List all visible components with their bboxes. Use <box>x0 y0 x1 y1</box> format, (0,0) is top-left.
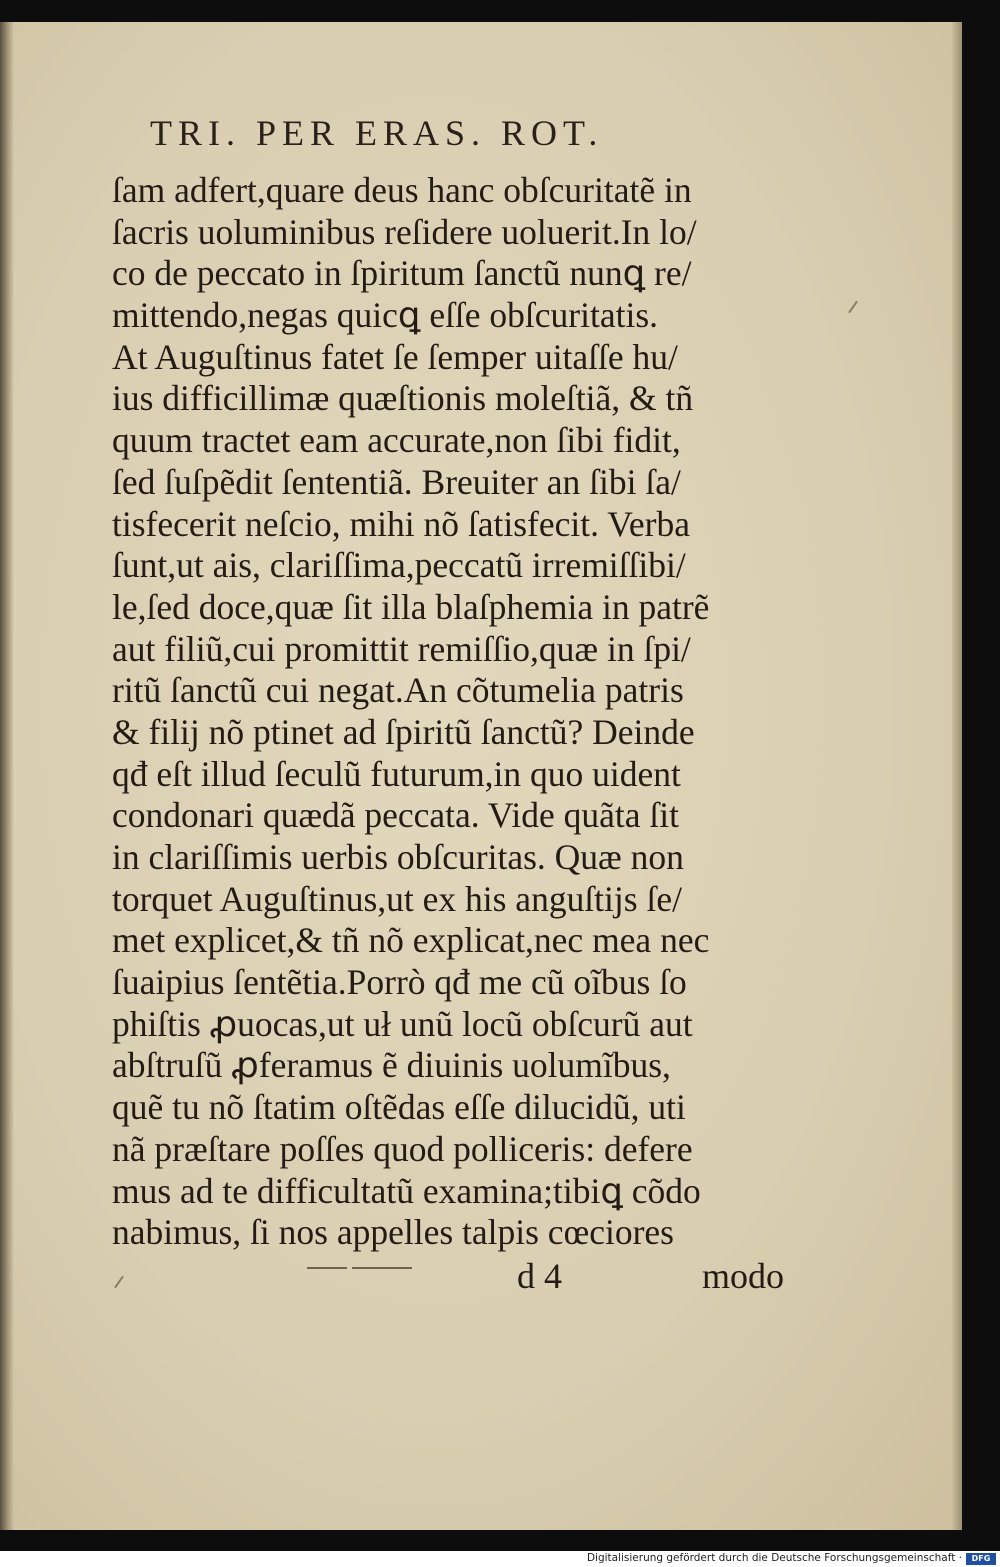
page-gutter-shadow <box>0 22 14 1530</box>
text-line: mus ad te difficultatũ examina;tibiꝗ cõdo <box>112 1170 701 1211</box>
text-line: nabimus, ſi nos appelles talpis cœciores <box>112 1212 674 1253</box>
text-line: in clariſſimis uerbis obſcuritas. Quæ non <box>112 837 684 877</box>
text-line: ſuaipius ſentẽtia.Porrò qđ me cũ oĩbus ſo <box>112 962 687 1003</box>
body-text <box>112 170 812 1254</box>
text-line: ſacris uoluminibus reſidere uoluerit.In lo/ <box>112 211 697 252</box>
dfg-logo-icon: DFG <box>966 1553 996 1565</box>
text-line: met explicet,& tñ nõ explicat,nec mea nec <box>112 920 710 961</box>
signature-mark: d 4 <box>517 1256 562 1296</box>
text-line: aut filiũ,cui promittit remiſſio,quæ in ſpi/ <box>112 628 691 669</box>
text-line: quẽ tu nõ ſtatim oſtẽdas eſſe dilucidũ, uti <box>112 1087 686 1128</box>
text-line: ius difficillimæ quæſtionis moleſtiã, & tñ <box>112 378 694 419</box>
text-line: ſam adfert,quare deus hanc obſcuritatẽ in <box>112 170 692 210</box>
credit-text: Digitalisierung gefördert durch die Deutsche Forschungsgemeinschaft · <box>586 1552 962 1564</box>
text-line: phiſtis ꝓuocas,ut uł unũ locũ obſcurũ aut <box>112 1003 693 1044</box>
text-line: At Auguſtinus fatet ſe ſemper uitaſſe hu/ <box>112 336 678 377</box>
text-line: ſed ſuſpẽdit ſententiã. Breuiter an ſibi ſa/ <box>112 461 681 502</box>
text-line: le,ſed doce,quæ ſit illa blaſphemia in patrẽ <box>112 586 710 627</box>
text-line: qđ eſt illud ſeculũ futurum,in quo uident <box>112 753 681 794</box>
page-right-edge <box>952 22 962 1530</box>
credit-bar <box>0 1551 1000 1567</box>
running-header: TRI. PER ERAS. ROT. <box>150 113 604 153</box>
footer-rule-right <box>352 1267 412 1269</box>
text-line: torquet Auguſtinus,ut ex his anguſtijs ſe/ <box>112 878 682 919</box>
text-line: & filij nõ ptinet ad ſpiritũ ſanctũ? Deinde <box>112 711 695 752</box>
text-line: condonari quædã peccata. Vide quãta ſit <box>112 795 679 836</box>
text-line: ritũ ſanctũ cui negat.An cõtumelia patris <box>112 670 684 711</box>
footer-rule-left <box>307 1267 347 1269</box>
catchword: modo <box>702 1256 785 1296</box>
text-line: mittendo,negas quicꝗ eſſe obſcuritatis. <box>112 295 659 336</box>
page-footer <box>112 1255 812 1303</box>
text-line: co de peccato in ſpiritum ſanctũ nunꝗ re/ <box>112 253 692 294</box>
text-line: tisfecerit neſcio, mihi nõ ſatisfecit. Verba <box>112 503 691 544</box>
text-line: nã præſtare poſſes quod polliceris: defere <box>112 1128 693 1169</box>
text-line: abſtruſũ ꝓferamus ẽ diuinis uolumĩbus, <box>112 1045 671 1086</box>
text-line: quum tractet eam accurate,non ſibi fidit, <box>112 420 681 461</box>
text-line: ſunt,ut ais, clariſſima,peccatũ irremiſſibi/ <box>112 545 686 586</box>
